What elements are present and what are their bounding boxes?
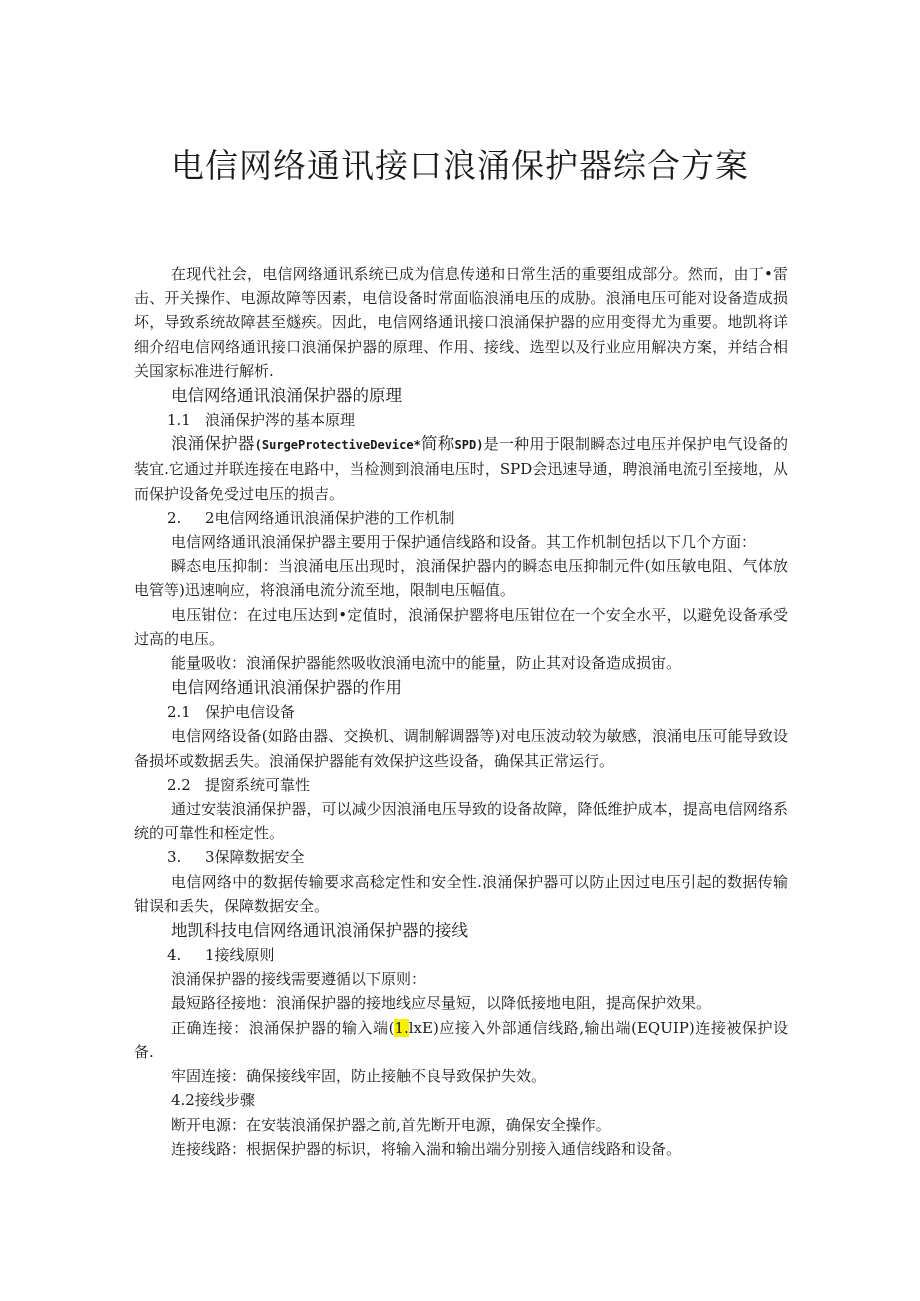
paragraph-protect-equipment: 电信网络设备(如路由器、交换机、调制解调器等)对电压波动较为敏感，浪涌电压可能导致设备损坏或数据丢失。浪涌保护器能有效保护这些设备，确保其正常运行。 [134, 727, 788, 770]
subsection-heading-2-1 [134, 700, 788, 724]
subsection-number: 2. [167, 508, 182, 527]
paragraph-correct-connection [134, 1016, 788, 1064]
subsection-heading-3-2: 4.2接线步骤 [171, 1091, 255, 1110]
paragraph-mechanism-intro: 电信网络通讯浪涌保护器主要用于保护通信线路和设备。其工作机制包括以下几个方面： [171, 533, 757, 552]
subsection-number: 4. [167, 946, 182, 965]
subsection-title: 保护电信设备 [205, 703, 296, 722]
section-heading-function: 电信网络通讯浪涌保护器的作用 [171, 678, 402, 698]
subsection-heading-1-2 [134, 506, 788, 530]
subsection-title: 浪涌保护涔的基本原理 [205, 411, 356, 430]
paragraph-connect-lines: 连接线路：根据保护器的标识，将输入湍和输出端分别接入通信线路和设备。 [171, 1139, 682, 1158]
section-heading-principle: 电信网络通讯浪涌保护器的原理 [171, 386, 402, 406]
subsection-title: 2电信网络通讯浪涌保护港的工作机制 [205, 508, 455, 527]
spd-description: 是一种用于限制瞬态过电压并保护电气设备的装宜.它通过并联连接在电路中，当检测到浪涌电压时，SPD会迅速导通，聘浪涌电流引至接地，从而保护设备免受过电压的损吉。 [134, 435, 788, 503]
subsection-heading-2-3 [134, 845, 788, 869]
spd-english-name: (SurgeProtectiveDevice* [254, 438, 421, 453]
subsection-heading-3-1 [134, 943, 788, 967]
subsection-title: 提窗系统可靠性 [205, 775, 311, 794]
paragraph-shortest-path: 最短路径接地：浪涌保护器的接地线应尽量短，以降低接地电阻，提高保护效果。 [171, 994, 712, 1013]
spd-abbr-label: 简称 [420, 434, 455, 454]
document-body [134, 262, 788, 1161]
spd-abbr: SPD) [454, 438, 484, 453]
paragraph-voltage-clamp: 电压钳位：在过电压达到•定值时，浪涌保护罂将电压钳位在一个安全水平，以避免设备承受过高的电压。 [134, 605, 788, 648]
connection-text-start: 正确连接：浪涌保护器的输入端( [171, 1018, 395, 1037]
subsection-number: 3. [167, 848, 182, 867]
paragraph-energy-absorption: 能量吸收：浪涌保护器能然吸收浪涌电流中的能量，防止其对设备造成损宙。 [171, 654, 682, 673]
document-title: 电信网络通讯接口浪涌保护器综合方案 [171, 146, 749, 185]
intro-paragraph: 在现代社会，电信网络通讯系统已成为信息传递和日常生活的重要组成部分。然而，由丁•雷击、开关操作、电源故障等因素，电信设备时常面临浪涌电压的成胁。浪涌电压可能对设备造成损坏，导致系统故障甚至燧疾。因此，电信网络通讯接口浪涌保护器的应用变得尤为重要。地凯将详细介绍电信网络通讯接口浪涌保护器的原理、作用、接线、选型以及行业应用解决方案，并结合相关国家标准进行解析. [134, 265, 788, 380]
subsection-heading-1-1 [134, 408, 788, 432]
spd-lead: 浪涌保护器 [171, 434, 255, 454]
subsection-title: 1接线原则 [205, 946, 275, 965]
subsection-number: 1.1 [167, 411, 191, 430]
subsection-heading-2-2 [134, 773, 788, 797]
paragraph-data-security: 电信网络中的数据传输要求高稔定性和安全性.浪涌保护器可以防止因过电压引起的数据传输钳误和丢失，保障数据安全。 [134, 872, 788, 915]
subsection-number: 2.1 [167, 703, 191, 722]
highlighted-text: 1. [394, 1018, 409, 1037]
connection-text-end: lxE)应接入外部通信线路,输出端(EQUIP)连接被保护设备. [134, 1018, 788, 1061]
paragraph-transient-suppression: 瞬态电压抑制：当浪涌电压出现时，浪涌保护器内的瞬态电压抑制元件(如压敏电阻、气体放电管等)迅速响应，将浪涌电流分流至地，限制电压幅值。 [134, 557, 788, 600]
subsection-number: 2.2 [167, 775, 191, 794]
paragraph-spd-definition [134, 432, 788, 506]
section-heading-wiring: 地凯科技电信网络通讯浪涌保护器的接线 [171, 921, 468, 941]
paragraph-disconnect-power: 断开电源：在安装浪涌保护器之前,首先断开电源，确保安全操作。 [171, 1115, 611, 1134]
subsection-title: 3保障数据安全 [205, 848, 305, 867]
paragraph-reliability: 通过安装浪涌保护器，可以减少因浪涌电压导致的设备故障，降低维护成本，提高电信网络系统的可靠性和桎定性。 [134, 800, 788, 843]
paragraph-secure-connection: 牢固连接：确保接线牢固，防止接触不良导致保护失效。 [171, 1067, 547, 1086]
paragraph-wiring-principles: 浪涌保护器的接线需要遵循以下原则： [171, 970, 427, 989]
